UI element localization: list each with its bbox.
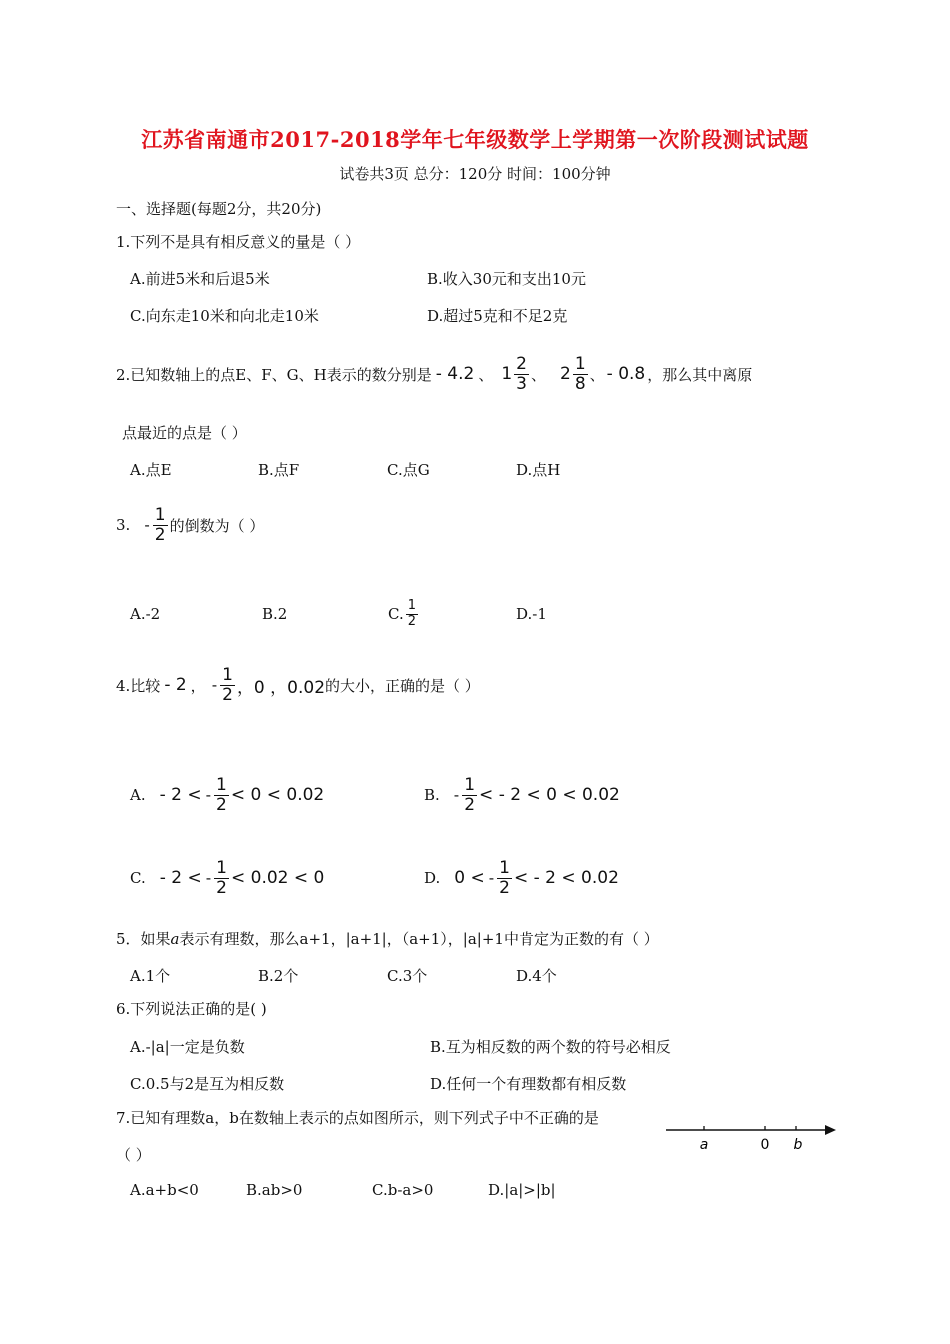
q4-stem [116, 650, 480, 720]
q2-value-f [501, 355, 531, 393]
q2-sep: 、 [478, 365, 494, 384]
q1-option-a: A.前进5米和后退5米 [130, 270, 270, 288]
q2-value-g [560, 355, 590, 393]
number-line-arrow-icon [825, 1125, 836, 1135]
q2-f-whole: 1 [501, 364, 513, 384]
q2-sep: 、 [530, 365, 546, 384]
q4-c-num: 1 [216, 857, 227, 878]
q2-stem [116, 338, 752, 410]
q4-d-num: 1 [499, 857, 510, 878]
q1-option-d: D.超过5克和不足2克 [427, 307, 568, 325]
q4-d-den: 2 [499, 877, 510, 898]
q5-option-c: C.3个 [387, 967, 428, 985]
q4-b-label: B. [424, 786, 440, 804]
q2-value-e: - 4.2 [435, 364, 475, 384]
q3-option-a: A.-2 [130, 605, 161, 623]
q1-option-c: C.向东走10米和向北走10米 [130, 307, 319, 325]
q2-suffix: ，那么其中离原 [647, 365, 753, 384]
q4-a-part1: - 2 < [159, 785, 202, 805]
q4-b-part2: < - 2 < 0 < 0.02 [479, 785, 620, 805]
q4-b-den: 2 [464, 794, 476, 815]
q7-option-b: B.ab>0 [246, 1181, 303, 1199]
q4-c-part1: - 2 < [159, 868, 202, 888]
q4-a-num: 1 [216, 774, 227, 795]
q5-var: a [170, 930, 180, 948]
q4-c-minus: - [205, 869, 212, 887]
q7-paren: （ ） [116, 1146, 151, 1164]
q5-stem-b: 表示有理数，那么 [179, 930, 300, 948]
q2-option-c: C.点G [387, 461, 430, 479]
number-line-figure [664, 1118, 840, 1158]
q3-option-b: B.2 [262, 605, 288, 623]
q7-option-c: C.b-a>0 [372, 1181, 434, 1199]
q2-value-h: - 0.8 [606, 364, 646, 384]
q2-option-d: D.点H [516, 461, 561, 479]
q3-minus: - [144, 516, 150, 534]
q7-option-d: D.|a|>|b| [488, 1181, 556, 1199]
q3-stem [116, 490, 264, 560]
q4-b-num: 1 [464, 774, 476, 795]
q7-stem: 7.已知有理数a，b在数轴上表示的点如图所示，则下列式子中不正确的是 [116, 1109, 599, 1127]
label-a: a [699, 1137, 709, 1153]
q5-option-b: B.2个 [258, 967, 299, 985]
q2-g-whole: 2 [560, 364, 571, 384]
q3-frac-den: 2 [154, 524, 166, 545]
q3-number: 3. [116, 516, 131, 534]
q4-frac-den: 2 [222, 684, 233, 705]
q2-stem-line2: 点最近的点是（ ） [122, 424, 247, 442]
q4-prefix: 4.比较 [116, 676, 161, 695]
q2-g-num: 1 [574, 353, 586, 374]
page-title: 江苏省南通市2017-2018学年七年级数学上学期第一次阶段测试试题 [141, 127, 809, 152]
q5-stem-c: 中肯定为正数的有（ ） [503, 930, 659, 948]
q2-f-den: 3 [516, 373, 527, 394]
q6-option-d: D.任何一个有理数都有相反数 [430, 1075, 627, 1093]
q6-option-a: A.-|a|一定是负数 [130, 1038, 245, 1056]
q4-d-part2: < - 2 < 0.02 [513, 868, 619, 888]
q4-d-label: D. [424, 869, 441, 887]
q3-c-den: 2 [407, 613, 416, 629]
q3-c-label: C. [388, 605, 404, 623]
q3-stem-text: 的倒数为（ ） [169, 516, 265, 535]
q3-option-c [388, 584, 420, 644]
q2-prefix: 2.已知数轴上的点E、F、G、H表示的数分别是 [116, 365, 432, 384]
q4-a-label: A. [130, 786, 146, 804]
q4-minus: - [211, 676, 218, 694]
q5-stem [116, 928, 659, 949]
q4-b-minus: - [453, 786, 460, 804]
q1-stem: 1.下列不是具有相反意义的量是（ ） [116, 233, 361, 251]
q4-comma: ， [190, 676, 206, 695]
q4-d-minus: - [488, 869, 495, 887]
q4-a-den: 2 [216, 794, 227, 815]
q2-option-b: B.点F [258, 461, 300, 479]
q2-g-den: 8 [574, 373, 586, 394]
q5-expressions: a+1，|a+1|，（a+1），|a|+1 [299, 930, 504, 948]
q3-option-d: D.-1 [516, 605, 547, 623]
label-b: b [793, 1137, 803, 1153]
q6-option-b: B.互为相反数的两个数的符号必相反 [430, 1038, 671, 1056]
q5-option-a: A.1个 [130, 967, 171, 985]
q4-c-den: 2 [216, 877, 227, 898]
q2-option-a: A.点E [130, 461, 172, 479]
q4-a-minus: - [205, 786, 212, 804]
q4-suffix: 的大小，正确的是（ ） [325, 676, 480, 695]
q2-f-num: 2 [516, 353, 527, 374]
q4-values-rest: ，0 ，0.02 [236, 677, 326, 698]
exam-info: 试卷共3页 总分：120分 时间：100分钟 [339, 165, 611, 183]
q4-c-label: C. [130, 869, 146, 887]
label-0: 0 [760, 1137, 770, 1153]
q4-option-c [130, 843, 324, 913]
q4-d-part1: 0 < [454, 868, 485, 888]
q4-option-d [424, 843, 619, 913]
q4-a-part2: < 0 < 0.02 [230, 785, 325, 805]
q1-option-b: B.收入30元和支出10元 [427, 270, 586, 288]
q3-c-num: 1 [407, 598, 416, 614]
q4-c-part2: < 0.02 < 0 [230, 868, 325, 888]
q7-option-a: A.a+b<0 [130, 1181, 199, 1199]
q6-stem: 6.下列说法正确的是( ) [116, 1000, 267, 1018]
q6-option-c: C.0.5与2是互为相反数 [130, 1075, 285, 1093]
q5-option-d: D.4个 [516, 967, 557, 985]
q4-frac-num: 1 [222, 664, 233, 685]
section-heading: 一、选择题(每题2分，共20分) [116, 200, 322, 218]
q2-sep: 、 [589, 365, 605, 384]
q4-option-a [130, 760, 324, 830]
q4-value-1: - 2 [164, 675, 187, 695]
q4-option-b [424, 760, 620, 830]
q3-frac-num: 1 [154, 504, 166, 525]
q5-stem-a: 5．如果 [116, 930, 171, 948]
